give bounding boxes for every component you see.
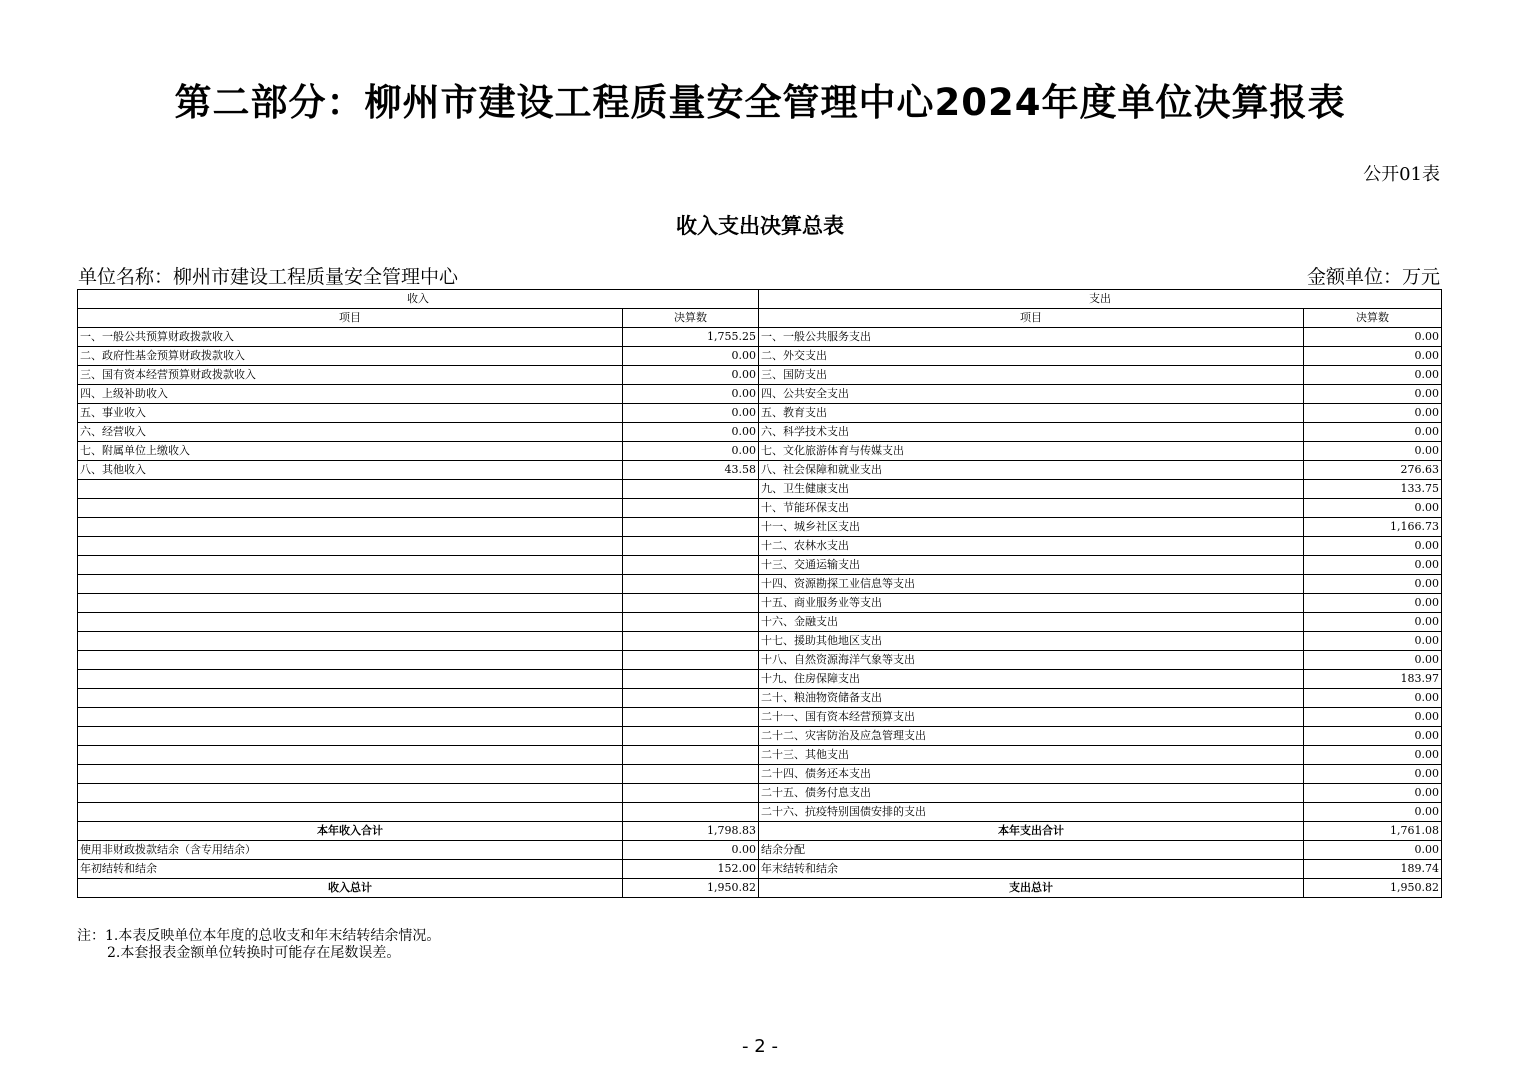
income-amount [623, 556, 759, 575]
income-expense-table [77, 289, 1442, 898]
expense-amount: 189.74 [1304, 860, 1442, 879]
expense-item: 二十一、国有资本经营预算支出 [759, 708, 1304, 727]
table-row [78, 632, 1442, 651]
expense-amount: 0.00 [1304, 385, 1442, 404]
income-item [78, 689, 623, 708]
income-item [78, 518, 623, 537]
income-amount [623, 746, 759, 765]
table-row [78, 860, 1442, 879]
year-income-total-label: 本年收入合计 [78, 822, 623, 841]
table-title: 收入支出决算总表 [676, 213, 844, 238]
unit-name: 单位名称：柳州市建设工程质量安全管理中心 [78, 266, 459, 288]
expense-item: 二十、粮油物资储备支出 [759, 689, 1304, 708]
income-amount [623, 613, 759, 632]
income-amount [623, 708, 759, 727]
table-row [78, 841, 1442, 860]
expense-header: 支出 [759, 290, 1442, 309]
expense-item: 十一、城乡社区支出 [759, 518, 1304, 537]
expense-amount: 0.00 [1304, 651, 1442, 670]
income-item [78, 537, 623, 556]
expense-amount: 1,166.73 [1304, 518, 1442, 537]
expense-amount: 0.00 [1304, 366, 1442, 385]
table-row [78, 803, 1442, 822]
amount-unit: 金额单位：万元 [1306, 266, 1440, 288]
income-item: 七、附属单位上缴收入 [78, 442, 623, 461]
income-item: 八、其他收入 [78, 461, 623, 480]
income-header: 收入 [78, 290, 759, 309]
notes [77, 928, 440, 962]
income-amount: 0.00 [623, 366, 759, 385]
income-amount [623, 632, 759, 651]
expense-item: 二十六、抗疫特别国债安排的支出 [759, 803, 1304, 822]
income-amount: 43.58 [623, 461, 759, 480]
income-item [78, 746, 623, 765]
year-income-total-amount: 1,798.83 [623, 822, 759, 841]
table-row [78, 651, 1442, 670]
income-item: 四、上级补助收入 [78, 385, 623, 404]
table-row [78, 499, 1442, 518]
expense-item: 五、教育支出 [759, 404, 1304, 423]
income-item [78, 556, 623, 575]
table-row [78, 404, 1442, 423]
table-row [78, 442, 1442, 461]
expense-item: 十、节能环保支出 [759, 499, 1304, 518]
income-item [78, 613, 623, 632]
expense-amount: 0.00 [1304, 575, 1442, 594]
income-amount [623, 575, 759, 594]
income-item [78, 708, 623, 727]
expense-amount: 0.00 [1304, 594, 1442, 613]
expense-item: 四、公共安全支出 [759, 385, 1304, 404]
expense-amount: 0.00 [1304, 613, 1442, 632]
table-row [78, 366, 1442, 385]
income-grand-total-label: 收入总计 [78, 879, 623, 898]
table-row [78, 765, 1442, 784]
expense-amount: 0.00 [1304, 708, 1442, 727]
table-row [78, 537, 1442, 556]
expense-amount: 0.00 [1304, 442, 1442, 461]
expense-item: 十三、交通运输支出 [759, 556, 1304, 575]
table-row [78, 556, 1442, 575]
income-amount [623, 480, 759, 499]
income-item: 年初结转和结余 [78, 860, 623, 879]
income-amount: 0.00 [623, 423, 759, 442]
income-item-header: 项目 [78, 309, 623, 328]
expense-item: 八、社会保障和就业支出 [759, 461, 1304, 480]
expense-item: 十二、农林水支出 [759, 537, 1304, 556]
table-row [78, 708, 1442, 727]
table-row [78, 594, 1442, 613]
income-item [78, 727, 623, 746]
expense-item: 二十五、债务付息支出 [759, 784, 1304, 803]
expense-item: 十七、援助其他地区支出 [759, 632, 1304, 651]
income-item [78, 480, 623, 499]
expense-amount: 0.00 [1304, 499, 1442, 518]
income-item: 五、事业收入 [78, 404, 623, 423]
expense-item: 二十三、其他支出 [759, 746, 1304, 765]
expense-item: 十五、商业服务业等支出 [759, 594, 1304, 613]
year-total-row [78, 822, 1442, 841]
income-item [78, 651, 623, 670]
income-item [78, 632, 623, 651]
expense-item: 九、卫生健康支出 [759, 480, 1304, 499]
table-row [78, 518, 1442, 537]
expense-item: 结余分配 [759, 841, 1304, 860]
table-row [78, 461, 1442, 480]
income-item: 一、一般公共预算财政拨款收入 [78, 328, 623, 347]
income-amount [623, 537, 759, 556]
expense-item-header: 项目 [759, 309, 1304, 328]
income-item [78, 803, 623, 822]
income-amount [623, 670, 759, 689]
expense-amount: 0.00 [1304, 347, 1442, 366]
expense-item: 十四、资源勘探工业信息等支出 [759, 575, 1304, 594]
expense-amount: 0.00 [1304, 328, 1442, 347]
expense-amount: 183.97 [1304, 670, 1442, 689]
table-row [78, 746, 1442, 765]
expense-amount: 0.00 [1304, 689, 1442, 708]
income-amount [623, 727, 759, 746]
expense-grand-total-label: 支出总计 [759, 879, 1304, 898]
expense-amount: 0.00 [1304, 556, 1442, 575]
expense-item: 六、科学技术支出 [759, 423, 1304, 442]
expense-item: 二十四、债务还本支出 [759, 765, 1304, 784]
table-row [78, 670, 1442, 689]
table-header-row [78, 290, 1442, 309]
expense-item: 三、国防支出 [759, 366, 1304, 385]
expense-amount: 276.63 [1304, 461, 1442, 480]
note-1: 注：1.本表反映单位本年度的总收支和年末结转结余情况。 [77, 928, 441, 944]
expense-amount: 0.00 [1304, 404, 1442, 423]
expense-grand-total-amount: 1,950.82 [1304, 879, 1442, 898]
table-row [78, 575, 1442, 594]
page-title: 第二部分：柳州市建设工程质量安全管理中心2024年度单位决算报表 [174, 81, 1346, 124]
table-row [78, 727, 1442, 746]
table-row [78, 385, 1442, 404]
table-number: 公开01表 [1363, 164, 1440, 185]
income-amount [623, 784, 759, 803]
year-expense-total-amount: 1,761.08 [1304, 822, 1442, 841]
income-amount: 152.00 [623, 860, 759, 879]
expense-amount: 0.00 [1304, 727, 1442, 746]
income-amount: 0.00 [623, 841, 759, 860]
income-amount [623, 765, 759, 784]
page-number: - 2 - [742, 1036, 778, 1057]
expense-amount: 0.00 [1304, 841, 1442, 860]
expense-item: 年末结转和结余 [759, 860, 1304, 879]
expense-item: 十八、自然资源海洋气象等支出 [759, 651, 1304, 670]
income-amount [623, 499, 759, 518]
income-item [78, 670, 623, 689]
income-amount: 0.00 [623, 404, 759, 423]
table-row [78, 347, 1442, 366]
income-item [78, 594, 623, 613]
table-row [78, 480, 1442, 499]
income-item [78, 499, 623, 518]
income-amount: 0.00 [623, 347, 759, 366]
expense-item: 一、一般公共服务支出 [759, 328, 1304, 347]
expense-amount: 0.00 [1304, 765, 1442, 784]
expense-amount-header: 决算数 [1304, 309, 1442, 328]
table-row [78, 784, 1442, 803]
income-amount: 0.00 [623, 442, 759, 461]
expense-amount: 0.00 [1304, 803, 1442, 822]
income-amount [623, 803, 759, 822]
expense-amount: 0.00 [1304, 537, 1442, 556]
grand-total-row [78, 879, 1442, 898]
income-amount [623, 518, 759, 537]
table-subheader-row [78, 309, 1442, 328]
income-item [78, 765, 623, 784]
table-row [78, 613, 1442, 632]
income-amount [623, 689, 759, 708]
expense-item: 十九、住房保障支出 [759, 670, 1304, 689]
expense-amount: 0.00 [1304, 746, 1442, 765]
income-item [78, 784, 623, 803]
income-amount: 0.00 [623, 385, 759, 404]
expense-item: 二、外交支出 [759, 347, 1304, 366]
expense-amount: 0.00 [1304, 632, 1442, 651]
note-2: 2.本套报表金额单位转换时可能存在尾数误差。 [107, 945, 401, 961]
table-row [78, 689, 1442, 708]
expense-item: 十六、金融支出 [759, 613, 1304, 632]
income-amount: 1,755.25 [623, 328, 759, 347]
expense-amount: 133.75 [1304, 480, 1442, 499]
expense-item: 七、文化旅游体育与传媒支出 [759, 442, 1304, 461]
income-item: 二、政府性基金预算财政拨款收入 [78, 347, 623, 366]
income-item: 使用非财政拨款结余（含专用结余） [78, 841, 623, 860]
table-row [78, 423, 1442, 442]
income-amount-header: 决算数 [623, 309, 759, 328]
year-expense-total-label: 本年支出合计 [759, 822, 1304, 841]
income-item: 三、国有资本经营预算财政拨款收入 [78, 366, 623, 385]
income-item [78, 575, 623, 594]
expense-item: 二十二、灾害防治及应急管理支出 [759, 727, 1304, 746]
income-item: 六、经营收入 [78, 423, 623, 442]
income-grand-total-amount: 1,950.82 [623, 879, 759, 898]
income-amount [623, 594, 759, 613]
table-row [78, 328, 1442, 347]
income-amount [623, 651, 759, 670]
expense-amount: 0.00 [1304, 784, 1442, 803]
expense-amount: 0.00 [1304, 423, 1442, 442]
